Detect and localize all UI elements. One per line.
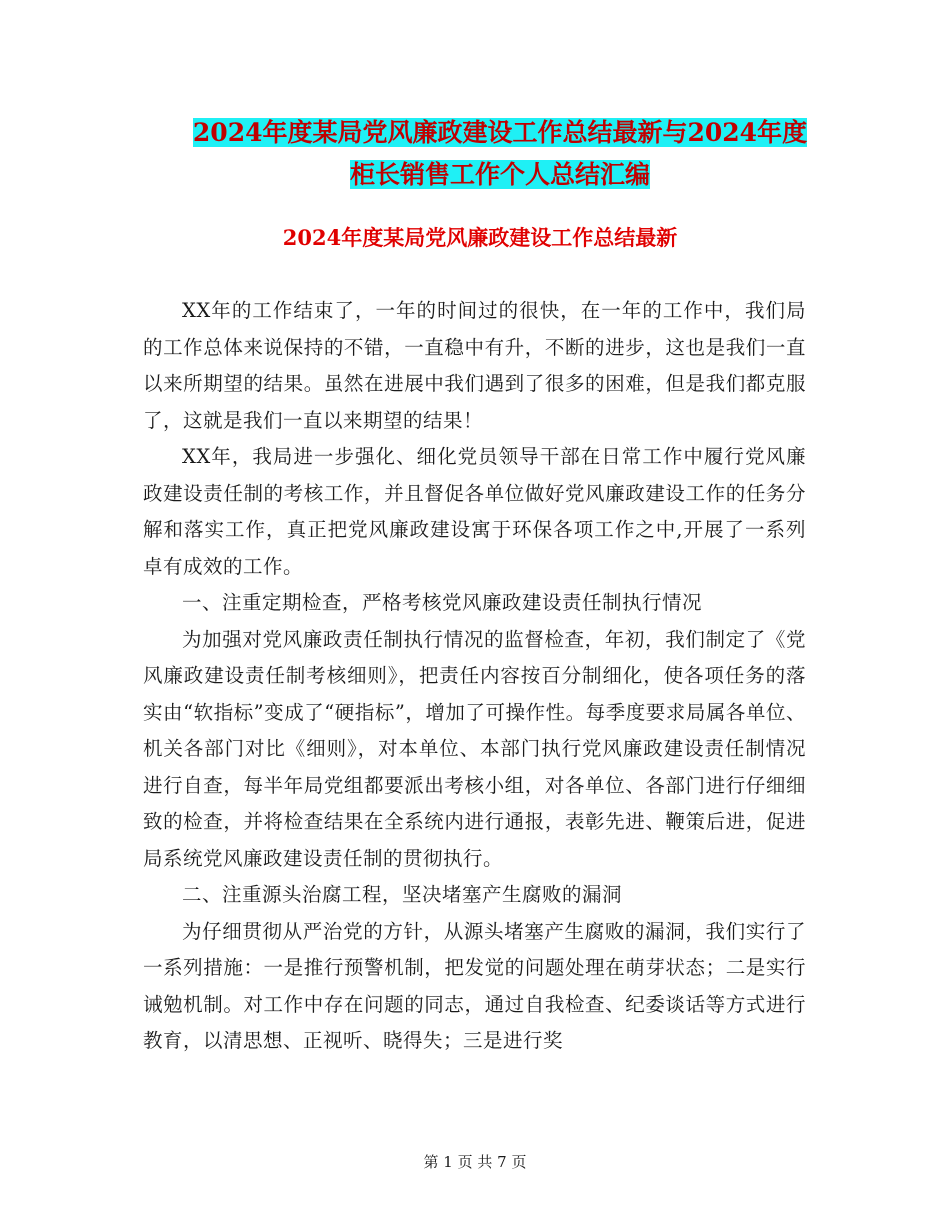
section-heading: 一、注重定期检查，严格考核党风廉政建设责任制执行情况 [182,591,703,614]
title-line-1: 2024年度某局党风廉政建设工作总结最新与2024年度 [192,118,808,147]
section-title: 2024年度某局党风廉政建设工作总结最新 [282,225,678,250]
paragraph: XX年，我局进一步强化、细化党员领导干部在日常工作中履行党风廉政建设责任制的考核工作，并且督促各单位做好党风廉政建设工作的任务分解和落实工作，真正把党风廉政建设寓于环保各项工作之中,开展了一系列卓有成效的工作。 [143,445,806,578]
document-body [143,293,806,1060]
page-footer: 第 1 页 共 7 页 [423,1153,527,1171]
section-heading: 二、注重源头治腐工程，坚决堵塞产生腐败的漏洞 [182,883,623,906]
paragraph: 为加强对党风廉政责任制执行情况的监督检查，年初，我们制定了《党风廉政建设责任制考核细则》，把责任内容按百分制细化，使各项任务的落实由“软指标”变成了“硬指标”，增加了可操作性。每季度要求局属各单位、机关各部门对比《细则》，对本单位、本部门执行党风廉政建设责任制情况进行自查，每半年局党组都要派出考核小组，对各单位、各部门进行仔细细致的检查，并将检查结果在全系统内进行通报，表彰先进、鞭策后进，促进局系统党风廉政建设责任制的贯彻执行。 [143,627,806,870]
document-title [140,112,860,196]
title-line-2: 柜长销售工作个人总结汇编 [349,160,650,189]
paragraph: XX年的工作结束了，一年的时间过的很快，在一年的工作中，我们局的工作总体来说保持的不错，一直稳中有升，不断的进步，这也是我们一直以来所期望的结果。虽然在进展中我们遇到了很多的困难，但是我们都克服了，这就是我们一直以来期望的结果！ [143,299,806,432]
paragraph: 为仔细贯彻从严治党的方针，从源头堵塞产生腐败的漏洞，我们实行了一系列措施：一是推行预警机制，把发觉的问题处理在萌芽状态；二是实行诫勉机制。对工作中存在问题的同志，通过自我检查、纪委谈话等方式进行教育，以清思想、正视听、晓得失；三是进行奖 [143,919,806,1052]
